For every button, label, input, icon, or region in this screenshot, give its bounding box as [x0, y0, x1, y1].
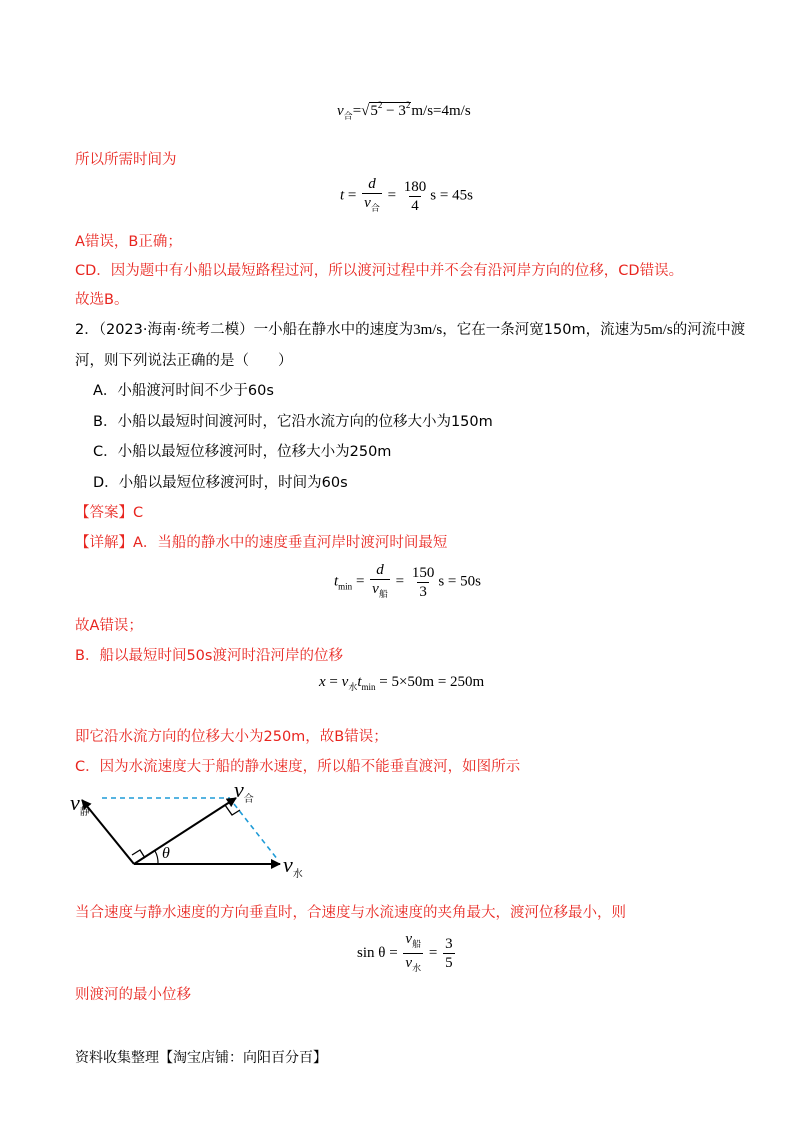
equation-displacement [319, 674, 484, 693]
label-v-resultant [234, 777, 254, 805]
denominator: v [405, 955, 413, 971]
numerator: v [405, 931, 413, 947]
question-2-stem-line2: 河，则下列说法正确的是（ ） [75, 353, 293, 369]
label-subscript: 静 [79, 807, 90, 818]
equation-tmin [334, 562, 481, 602]
numerator: d [376, 562, 384, 578]
eq-sign: = [352, 573, 369, 590]
question-text: ，它在一条河宽150m，流速为 [442, 322, 644, 338]
eq-subscript: 合 [370, 203, 380, 213]
option-b: B．小船以最短时间渡河时，它沿水流方向的位移大小为150m [93, 414, 493, 430]
question-2-stem [75, 320, 745, 340]
eq-symbol: t [334, 573, 339, 590]
fraction [443, 936, 455, 971]
fraction [410, 565, 437, 600]
numerator: d [368, 176, 376, 192]
sqrt-radicand [369, 102, 411, 119]
theta-arc [155, 851, 158, 864]
label-v-still [70, 790, 90, 818]
eq-symbol: t [357, 674, 362, 690]
eq-exponent: 2 [377, 100, 383, 110]
eq-subscript: min [338, 581, 353, 592]
text-time-needed: 所以所需时间为 [75, 152, 177, 168]
dashed-right-line [234, 804, 278, 860]
label-subscript: 水 [292, 869, 303, 880]
vector-still-water [79, 800, 134, 864]
eq-subscript: 合 [343, 111, 353, 121]
fraction [403, 931, 423, 976]
equation-time [340, 176, 473, 216]
value-still-speed: 3m/s [413, 322, 443, 338]
eq-number: 5 [370, 103, 378, 119]
equation-v-resultant [337, 100, 471, 122]
denominator: v [364, 195, 371, 211]
value-flow-speed: 5m/s [643, 322, 673, 338]
fraction [402, 179, 429, 214]
eq-rhs: s = 50s [438, 573, 481, 590]
eq-rhs: s = 45s [430, 187, 473, 204]
option-a: A．小船渡河时间不少于60s [93, 383, 274, 399]
text-c-condition: 当合速度与静水速度的方向垂直时，合速度与水流速度的夹角最大，渡河位移最小，则 [75, 905, 626, 921]
numerator: 180 [403, 178, 427, 195]
numerator: 150 [411, 564, 435, 581]
question-text: 的河流中渡 [672, 322, 746, 338]
eq-subscript: 水 [348, 682, 358, 692]
label-theta: θ [162, 845, 170, 862]
right-angle-mark-origin [132, 850, 145, 858]
sqrt-sign: √ [361, 103, 370, 119]
text-a-wrong: 故A错误； [75, 618, 143, 634]
text-ab-result: A错误，B正确； [75, 234, 182, 250]
text-b-result: 即它沿水流方向的位移大小为250m，故B错误； [75, 729, 388, 745]
eq-sign: = [425, 944, 442, 961]
eq-symbol: v [337, 103, 344, 119]
fraction [362, 176, 382, 216]
answer-label: 【答案】C [75, 505, 144, 521]
fraction [370, 562, 390, 602]
text-min-displacement: 则渡河的最小位移 [75, 987, 191, 1003]
eq-symbol: x [319, 674, 326, 690]
eq-rhs: m/s=4m/s [411, 103, 471, 119]
denominator: 4 [411, 197, 419, 214]
eq-subscript: 水 [412, 963, 422, 973]
text-choose-b: 故选B。 [75, 292, 129, 308]
denominator: 3 [419, 583, 427, 600]
eq-sign: = [352, 103, 362, 119]
eq-number: 3 [398, 103, 406, 119]
eq-sign: = [325, 674, 342, 690]
eq-sign: = [385, 944, 402, 961]
velocity-vector-diagram [60, 778, 320, 883]
eq-sign: = [391, 573, 408, 590]
detail-a: 【详解】A．当船的静水中的速度垂直河岸时渡河时间最短 [75, 535, 448, 551]
text-cd-explanation: CD．因为题中有小船以最短路程过河，所以渡河过程中并不会有沿河岸方向的位移，CD错误。 [75, 263, 684, 279]
text-c-intro: C．因为水流速度大于船的静水速度，所以船不能垂直渡河，如图所示 [75, 759, 521, 775]
label-subscript: 合 [243, 794, 254, 805]
option-c: C．小船以最短位移渡河时，位移大小为250m [93, 444, 392, 460]
label-symbol: v [234, 777, 244, 802]
numerator: 3 [445, 936, 453, 952]
eq-subscript: 船 [412, 939, 422, 949]
eq-sign: = [344, 187, 361, 204]
page-footer: 资料收集整理【淘宝店铺：向阳百分百】 [75, 1050, 327, 1066]
text-b-intro: B．船以最短时间50s渡河时沿河岸的位移 [75, 648, 343, 664]
label-v-water [283, 852, 303, 880]
eq-symbol: t [340, 187, 345, 204]
eq-sign: = [383, 187, 400, 204]
label-symbol: v [283, 852, 293, 877]
eq-subscript: min [361, 682, 376, 692]
label-symbol: v [70, 790, 80, 815]
eq-rhs: = 5×50m = 250m [375, 674, 485, 690]
question-text: 2．（2023·海南·统考二模）一小船在静水中的速度为 [75, 322, 414, 338]
denominator: 5 [445, 955, 453, 971]
right-angle-mark-top [225, 805, 240, 815]
option-d: D．小船以最短位移渡河时，时间为60s [93, 475, 348, 491]
eq-operator: − [382, 103, 399, 119]
equation-sin-theta [357, 931, 457, 976]
denominator: v [372, 581, 379, 597]
vector-resultant [134, 798, 236, 864]
eq-symbol: v [341, 674, 349, 690]
eq-symbol: sin θ [357, 944, 386, 961]
eq-subscript: 船 [378, 589, 388, 599]
eq-exponent: 2 [405, 100, 411, 110]
